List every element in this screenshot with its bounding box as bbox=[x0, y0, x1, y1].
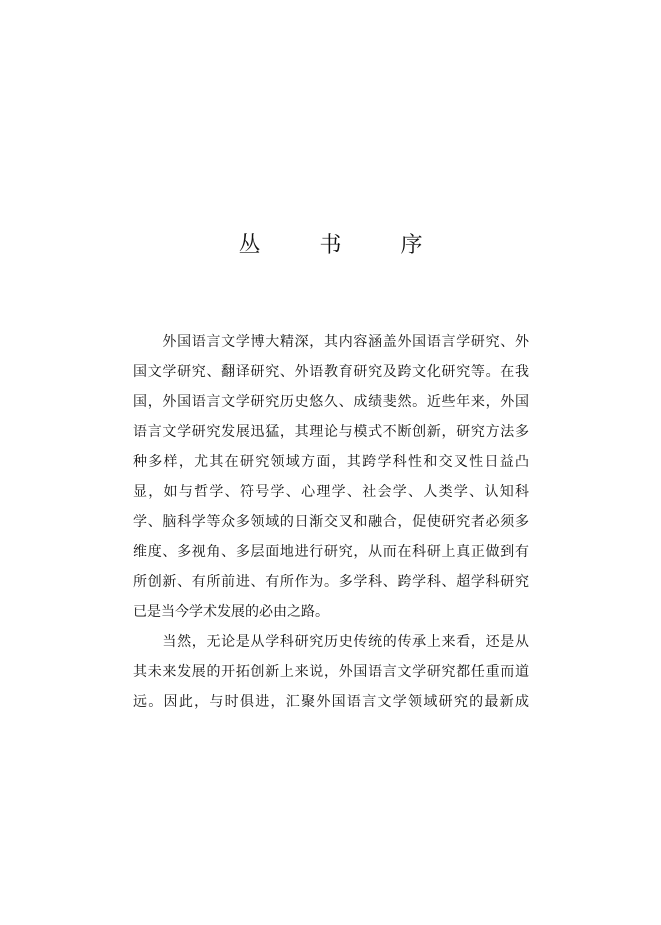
text-line: 其未来发展的开拓创新上来说，外国语言文学研究都任重而道 bbox=[133, 664, 529, 680]
page-title: 丛 书 序 bbox=[238, 233, 449, 258]
text-line: 当然，无论是从学科研究历史传统的传承上来看，还是从 bbox=[133, 634, 529, 650]
text-line: 所创新、有所前进、有所作为。多学科、跨学科、超学科研究 bbox=[133, 574, 529, 590]
text-line: 外国语言文学博大精深，其内容涵盖外国语言学研究、外 bbox=[133, 334, 529, 350]
text-line: 维度、多视角、多层面地进行研究，从而在科研上真正做到有 bbox=[133, 544, 529, 560]
text-line: 种多样，尤其在研究领域方面，其跨学科性和交叉性日益凸 bbox=[133, 454, 529, 470]
text-line: 远。因此，与时俱进，汇聚外国语言文学领域研究的最新成 bbox=[133, 694, 529, 710]
text-line: 语言文学研究发展迅猛，其理论与模式不断创新，研究方法多 bbox=[133, 424, 529, 440]
text-line: 显，如与哲学、符号学、心理学、社会学、人类学、认知科 bbox=[133, 484, 529, 500]
text-line: 国文学研究、翻译研究、外语教育研究及跨文化研究等。在我 bbox=[133, 364, 529, 380]
body-text bbox=[133, 327, 529, 717]
text-line: 学、脑科学等众多领域的日渐交叉和融合，促使研究者必须多 bbox=[133, 514, 529, 530]
text-line: 已是当今学术发展的必由之路。 bbox=[133, 604, 329, 620]
text-line: 国，外国语言文学研究历史悠久、成绩斐然。近些年来，外国 bbox=[133, 394, 529, 410]
